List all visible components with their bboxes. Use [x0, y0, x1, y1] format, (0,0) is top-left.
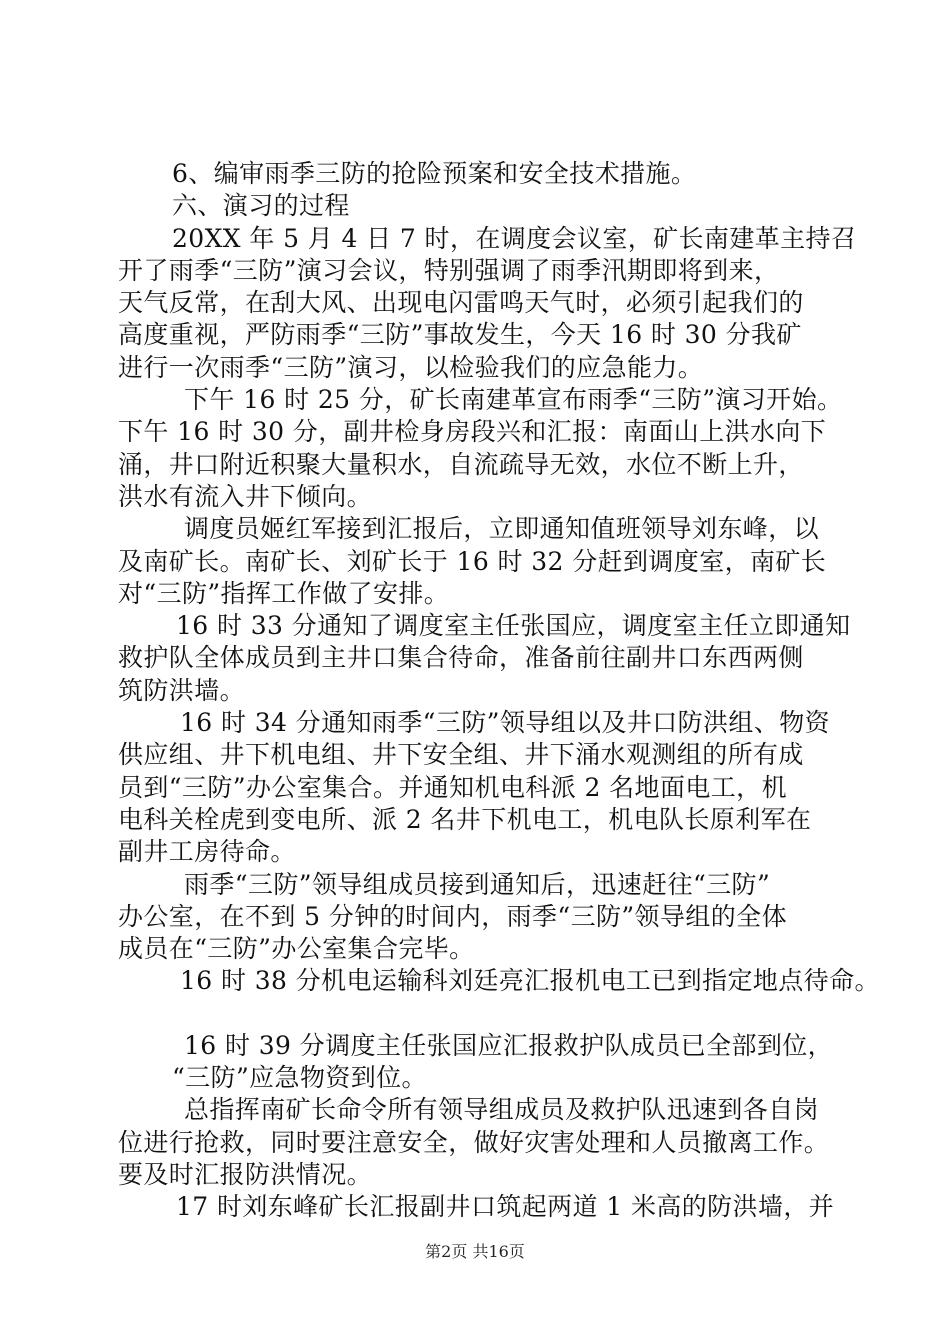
text-line: 涌，井口附近积聚大量积水，自流疏导无效，水位不断上升， [118, 449, 804, 479]
text-line: 副井工房待命。 [118, 837, 296, 867]
text-line: 天气反常，在刮大风、出现电闪雷鸣天气时，必须引起我们的 [118, 288, 804, 318]
text-line: 17 时刘东峰矿长汇报副井口筑起两道 1 米高的防洪墙，并 [176, 1192, 835, 1222]
text-line: 位进行抢救，同时要注意安全，做好灾害处理和人员撤离工作。 [118, 1127, 830, 1157]
text-line: 电科关栓虎到变电所、派 2 名井下机电工，机电队长原利军在 [118, 804, 812, 834]
text-line: “三防”应急物资到位。 [172, 1063, 427, 1093]
text-line: 成员在“三防”办公室集合完毕。 [118, 934, 475, 964]
text-line: 下午 16 时 25 分，矿长南建革宣布雨季“三防”演习开始。 [184, 385, 843, 415]
text-line: 高度重视，严防雨季“三防”事故发生，今天 16 时 30 分我矿 [118, 320, 802, 350]
text-line: 下午 16 时 30 分，副井检身房段兴和汇报：南面山上洪水向下 [118, 417, 827, 447]
text-line: 6、编审雨季三防的抢险预案和安全技术措施。 [172, 159, 697, 188]
text-line: 及南矿长。南矿长、刘矿长于 16 时 32 分赶到调度室，南矿长 [118, 546, 827, 576]
text-line: 调度员姬红军接到汇报后，立即通知值班领导刘东峰，以 [184, 514, 820, 544]
text-line: 开了雨季“三防”演习会议，特别强调了雨季汛期即将到来， [118, 255, 780, 285]
text-line: 对“三防”指挥工作做了安排。 [118, 578, 450, 608]
text-line: 筑防洪墙。 [118, 675, 246, 705]
document-body [118, 158, 880, 1224]
text-line: 总指挥南矿长命令所有领导组成员及救护队迅速到各自岗 [184, 1095, 820, 1125]
text-line: 16 时 39 分调度主任张国应汇报救护队成员已全部到位， [184, 1030, 834, 1060]
text-line: 要及时汇报防洪情况。 [118, 1159, 373, 1189]
section-heading: 六、演习的过程 [172, 191, 350, 221]
text-line: 供应组、井下机电组、井下安全组、井下涌水观测组的所有成 [118, 740, 804, 770]
text-line: 洪水有流入井下倾向。 [118, 481, 373, 511]
text-line: 雨季“三防”领导组成员接到通知后，迅速赶往“三防” [184, 869, 771, 899]
text-line: 20XX 年 5 月 4 日 7 时，在调度会议室，矿长南建革主持召 [172, 223, 857, 253]
paragraph-gap [118, 998, 848, 1030]
page-number-footer: 第2页 共16页 [425, 1242, 525, 1261]
text-line: 16 时 34 分通知雨季“三防”领导组以及井口防洪组、物资 [180, 708, 831, 738]
text-line: 救护队全体成员到主井口集合待命，准备前往副井口东西两侧 [118, 643, 804, 673]
text-line: 办公室，在不到 5 分钟的时间内，雨季“三防”领导组的全体 [118, 901, 787, 931]
text-line: 16 时 33 分通知了调度室主任张国应，调度室主任立即通知 [176, 611, 851, 641]
text-line: 员到“三防”办公室集合。并通知机电科派 2 名地面电工，机 [118, 772, 787, 802]
text-line: 16 时 38 分机电运输科刘廷亮汇报机电工已到指定地点待命。 [180, 966, 880, 996]
text-line: 进行一次雨季“三防”演习，以检验我们的应急能力。 [118, 352, 704, 382]
